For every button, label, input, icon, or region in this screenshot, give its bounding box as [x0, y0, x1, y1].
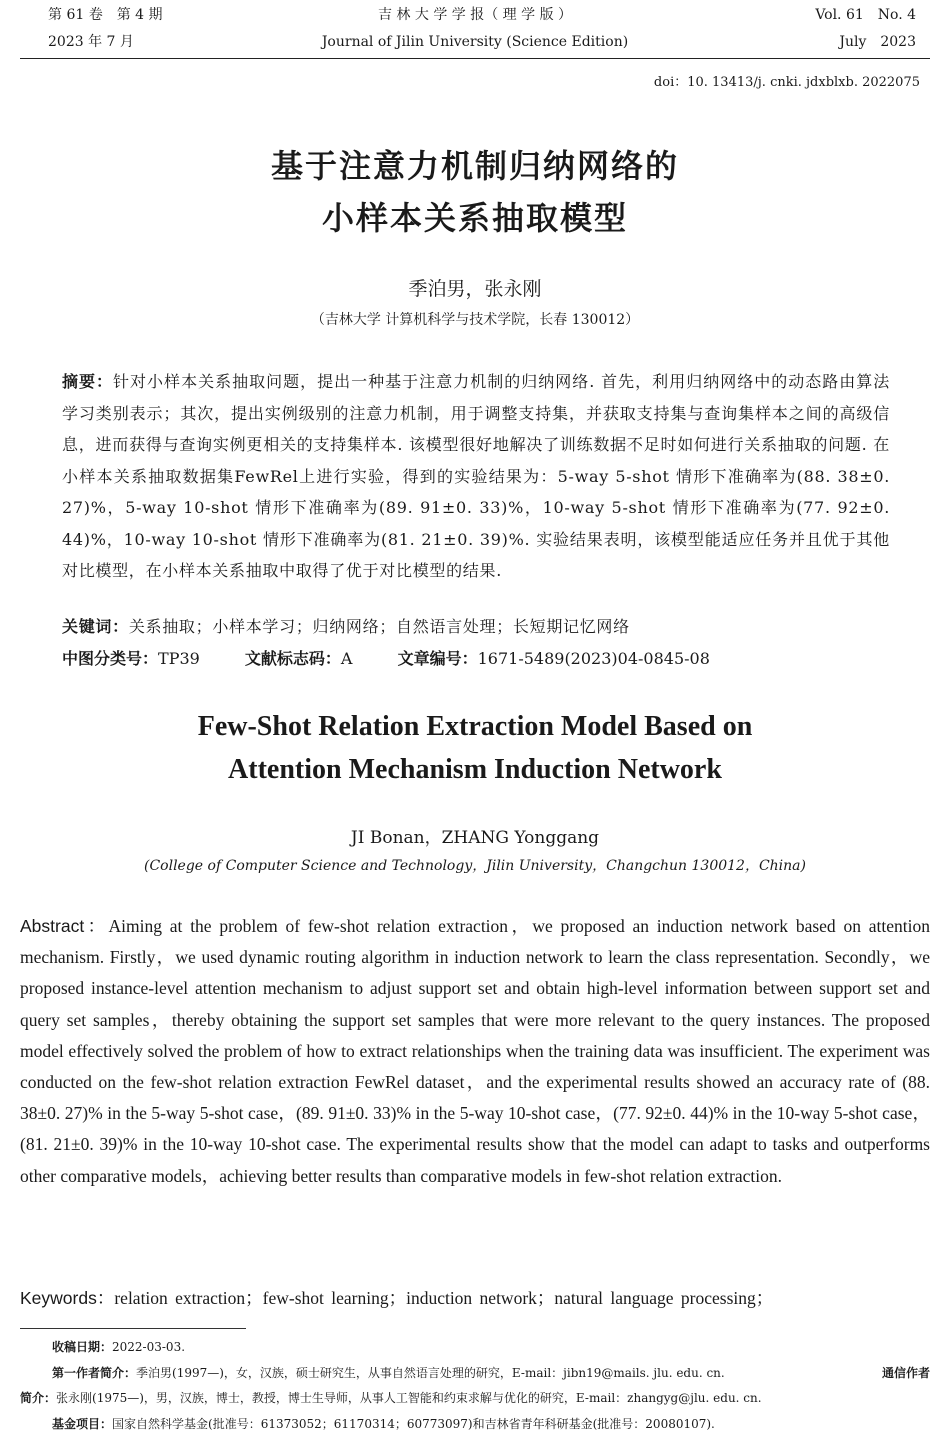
title-cn	[0, 140, 950, 244]
article-number-label: 文章编号：	[397, 649, 478, 668]
clc-label: 中图分类号：	[62, 649, 159, 668]
footnote-fund	[52, 1412, 715, 1436]
header-journal-en: Journal of Jilin University (Science Edition)	[321, 34, 629, 50]
abstract-cn	[62, 366, 890, 587]
title-en-line2: Attention Mechanism Induction Network	[228, 754, 722, 785]
abstract-en-text: Aiming at the problem of few-shot relation extraction，we proposed an induction network based on attention mechanism. Firstly，we used dynamic routing algorithm in induction network to learn the class representation. Secondly，we proposed instance-level attention mechanism to adjust support set and obtain high-level information between support set and query set samples，thereby obtaining the support set samples that were more relevant to the query instances. The proposed model effectively solved the problem of how to extract relationships when the training data was insufficient. The experiment was conducted on the few-shot relation extraction FewRel dataset，and the experimental results showed an accuracy rate of (88. 38±0. 27)% in the 5-way 5-shot case，(89. 91±0. 33)% in the 5-way 10-shot case，(77. 92±0. 44)% in the 10-way 5-shot case，(81. 21±0. 39)% in the 10-way 10-shot case. The experimental results show that the model can adapt to tasks and outperforms other comparative models，achieving better results than comparative models in few-shot relation extraction.	[20, 916, 930, 1186]
classification-row	[62, 646, 890, 669]
abstract-en-label: Abstract：	[20, 916, 109, 936]
footnote-corresponding	[20, 1386, 762, 1410]
first-author-label: 第一作者简介：	[52, 1366, 137, 1380]
first-author-text: 季泊男(1997—)，女，汉族，硕士研究生，从事自然语言处理的研究，E-mail：jibn19@mails. jlu. edu. cn.	[136, 1366, 725, 1380]
affiliation-cn: （吉林大学 计算机科学与技术学院，长春 130012）	[310, 312, 640, 328]
authors-cn: 季泊男，张永刚	[408, 278, 542, 300]
title-en	[0, 705, 950, 791]
fund-label: 基金项目：	[52, 1417, 113, 1431]
clc-value: TP39	[158, 649, 200, 668]
header-journal-cn: 吉 林 大 学 学 报（ 理 学 版 ）	[377, 7, 573, 23]
footnote-rule	[20, 1328, 246, 1329]
fund-text: 国家自然科学基金(批准号：61373052；61170314；60773097)和吉林省青年科研基金(批准号：20080107).	[112, 1417, 715, 1431]
abstract-cn-text: 针对小样本关系抽取问题，提出一种基于注意力机制的归纳网络. 首先，利用归纳网络中的动态路由算法学习类别表示；其次，提出实例级别的注意力机制，用于调整支持集，并获取支持集与查询集样本之间的高级信息，进而获得与查询实例更相关的支持集样本. 该模型很好地解决了训练数据不足时如何进行关系抽取的问题. 在小样本关系抽取数据集FewRel上进行实验，得到的实验结果为：5-way 5-shot 情形下准确率为(88. 38±0. 27)%，5-way 10-shot 情形下准确率为(89. 91±0. 33)%，10-way 5-shot 情形下准确率为(77. 92±0. 44)%，10-way 10-shot 情形下准确率为(81. 21±0. 39)%. 实验结果表明，该模型能适应任务并且优于其他对比模型，在小样本关系抽取中取得了优于对比模型的结果.	[62, 372, 890, 580]
keywords-en-label: Keywords：	[20, 1288, 115, 1308]
article-number-value: 1671-5489(2023)04-0845-08	[477, 649, 710, 668]
keywords-cn-label: 关键词：	[62, 617, 129, 636]
affiliation-en: (College of Computer Science and Technology，Jilin University，Changchun 130012，China)	[144, 858, 806, 874]
received-label: 收稿日期：	[52, 1340, 113, 1354]
authors-en: JI Bonan，ZHANG Yonggang	[350, 828, 600, 848]
keywords-cn-text: 关系抽取；小样本学习；归纳网络；自然语言处理；长短期记忆网络	[128, 617, 630, 636]
title-cn-line1: 基于注意力机制归纳网络的	[270, 147, 679, 185]
corresponding-text: 张永刚(1975—)，男，汉族，博士，教授，博士生导师，从事人工智能和约束求解与优化的研究，E-mail：zhangyg@jlu. edu. cn.	[56, 1391, 762, 1405]
title-en-line1: Few-Shot Relation Extraction Model Based on	[197, 711, 753, 742]
clc-group	[62, 649, 200, 668]
abstract-cn-label: 摘要：	[62, 372, 114, 391]
header-volume-en: Vol. 61 No. 4	[815, 7, 916, 23]
keywords-en-text: relation extraction；few-shot learning；induction network；natural language processing；	[114, 1288, 774, 1308]
article-number-group	[398, 649, 710, 668]
title-cn-line2: 小样本关系抽取模型	[321, 199, 628, 237]
doc-code-value: A	[340, 649, 353, 668]
corresponding-label-a: 通信作者	[881, 1366, 930, 1380]
header-date: 2023 年 7 月	[48, 34, 134, 50]
doc-code-label: 文献标志码：	[244, 649, 341, 668]
footnote-received	[52, 1335, 185, 1359]
received-value: 2022-03-03.	[112, 1340, 186, 1354]
keywords-en	[20, 1285, 930, 1310]
header-volume: 第 61 卷 第 4 期	[48, 7, 163, 23]
footnote-first-author	[52, 1361, 930, 1385]
header-date-en: July 2023	[839, 34, 916, 50]
doi: doi：10. 13413/j. cnki. jdxblxb. 2022075	[653, 75, 920, 90]
doc-code-group	[245, 649, 353, 668]
header-rule	[20, 58, 930, 59]
corresponding-label-b: 简介：	[20, 1391, 57, 1405]
abstract-en	[20, 911, 930, 1192]
keywords-cn	[62, 614, 890, 637]
